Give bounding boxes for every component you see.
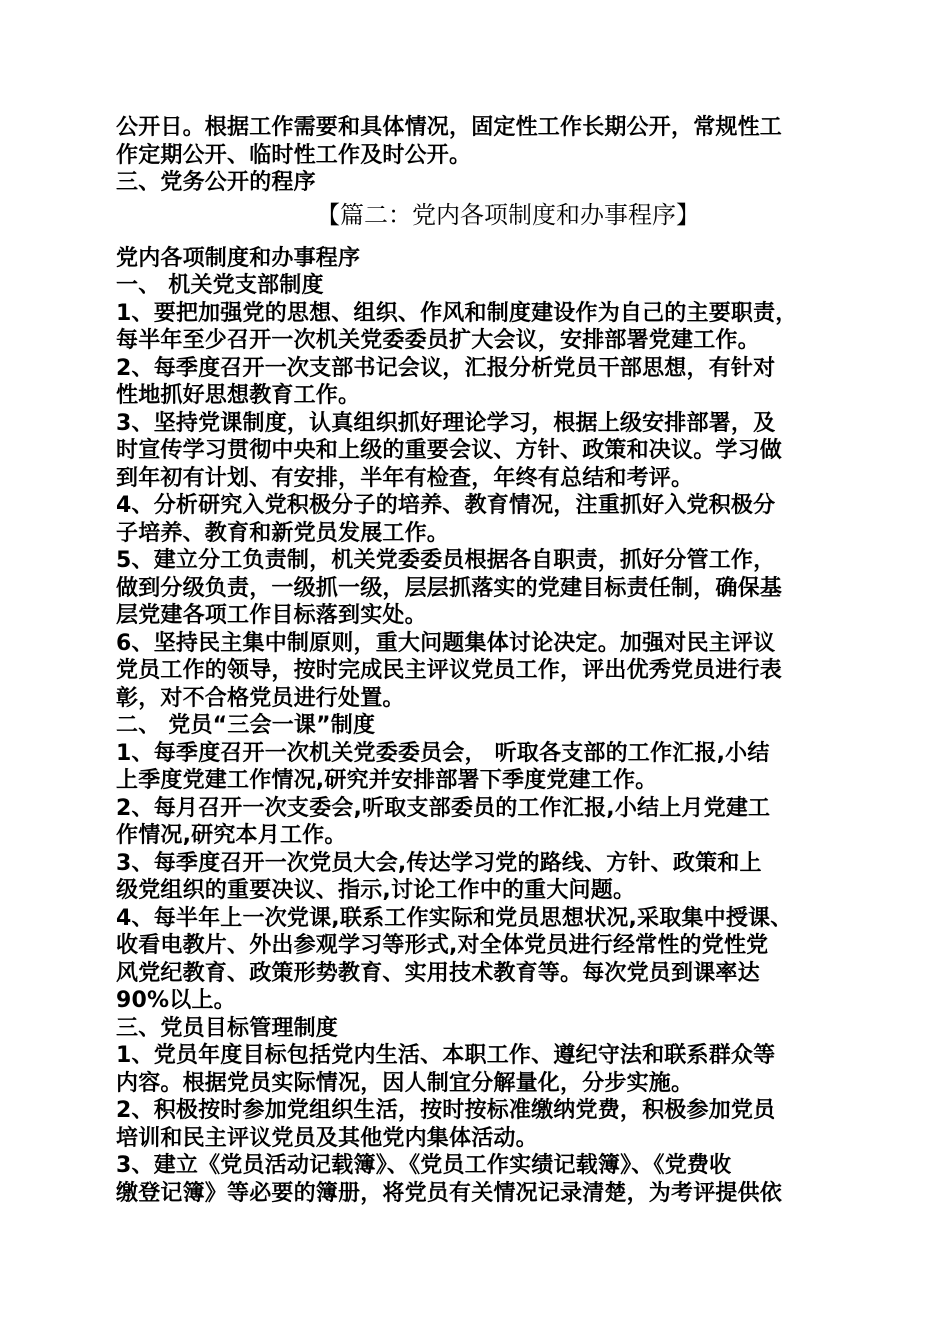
paragraph-line: 1、每季度召开一次机关党委委员会， 听取各支部的工作汇报,小结 [116,740,770,766]
chapter-title: 【篇二：党内各项制度和办事程序】 [316,200,700,229]
paragraph-line: 做到分级负责，一级抓一级，层层抓落实的党建目标责任制，确保基 [116,575,783,601]
paragraph-line: 2、每季度召开一次支部书记会议，汇报分析党员干部思想，有针对 [116,355,776,381]
spacer [116,233,840,245]
paragraph-line: 1、要把加强党的思想、组织、作风和制度建设作为自己的主要职责， [116,300,798,326]
paragraph-line: 4、每半年上一次党课,联系工作实际和党员思想状况,采取集中授课、 [116,905,793,931]
paragraph-line: 培训和民主评议党员及其他党内集体活动。 [116,1125,538,1151]
document-title: 党内各项制度和办事程序 [116,245,361,271]
paragraph-line: 党员工作的领导，按时完成民主评议党员工作，评出优秀党员进行表 [116,658,783,683]
section-heading-publicity-procedure: 三、党务公开的程序 [116,170,316,195]
paragraph-line: 作情况,研究本月工作。 [116,823,347,848]
paragraph-line: 1、党员年度目标包括党内生活、本职工作、遵纪守法和联系群众等 [116,1043,776,1068]
paragraph-line: 内容。根据党员实际情况，因人制宜分解量化，分步实施。 [116,1070,694,1096]
paragraph-line: 3、建立《党员活动记载簿》、《党员工作实绩记载簿》、《党费收 [116,1153,732,1178]
intro-line-1: 公开日。根据工作需要和具体情况，固定性工作长期公开，常规性工 [116,115,783,140]
paragraph-line: 到年初有计划、有安排，半年有检查，年终有总结和考评。 [116,465,694,491]
intro-line-2: 作定期公开、临时性工作及时公开。 [116,142,472,168]
paragraph-line: 收看电教片、外出参观学习等形式,对全体党员进行经常性的党性党 [116,933,769,958]
section-heading: 三、党员目标管理制度 [116,1015,339,1041]
paragraph-line: 2、积极按时参加党组织生活，按时按标准缴纳党费，积极参加党员 [116,1098,776,1123]
paragraph-line: 性地抓好思想教育工作。 [116,383,361,408]
paragraph-line: 90%以上。 [116,988,236,1013]
paragraph-line: 每半年至少召开一次机关党委委员扩大会议，安排部署党建工作。 [116,328,760,353]
document-body [116,114,840,1207]
paragraph-line: 6、坚持民主集中制原则，重大问题集体讨论决定。加强对民主评议 [116,630,776,656]
paragraph-line: 上季度党建工作情况,研究并安排部署下季度党建工作。 [116,768,658,793]
paragraph-line: 子培养、教育和新党员发展工作。 [116,520,450,546]
paragraph-line: 3、坚持党课制度，认真组织抓好理论学习，根据上级安排部署，及 [116,410,776,436]
paragraph-line: 3、每季度召开一次党员大会,传达学习党的路线、方针、政策和上 [116,850,762,876]
paragraph-line: 2、每月召开一次支委会,听取支部委员的工作汇报,小结上月党建工 [116,795,771,821]
paragraph-line: 5、建立分工负责制，机关党委委员根据各自职责，抓好分管工作， [116,548,776,573]
paragraph-line: 4、分析研究入党积极分子的培养、教育情况，注重抓好入党积极分 [116,493,776,518]
paragraph-line: 彰，对不合格党员进行处置。 [116,685,405,711]
section-heading: 一、 机关党支部制度 [116,273,324,298]
paragraph-line: 时宣传学习贯彻中央和上级的重要会议、方针、政策和决议。学习做 [116,438,783,463]
paragraph-line: 风党纪教育、政策形势教育、实用技术教育等。每次党员到课率达 [116,960,760,986]
paragraph-line: 级党组织的重要决议、指示,讨论工作中的重大问题。 [116,878,636,903]
section-heading: 二、 党员“三会一课”制度 [116,713,376,738]
paragraph-line: 层党建各项工作目标落到实处。 [116,603,427,628]
paragraph-line: 缴登记簿》等必要的簿册，将党员有关情况记录清楚，为考评提供依 [116,1180,783,1206]
